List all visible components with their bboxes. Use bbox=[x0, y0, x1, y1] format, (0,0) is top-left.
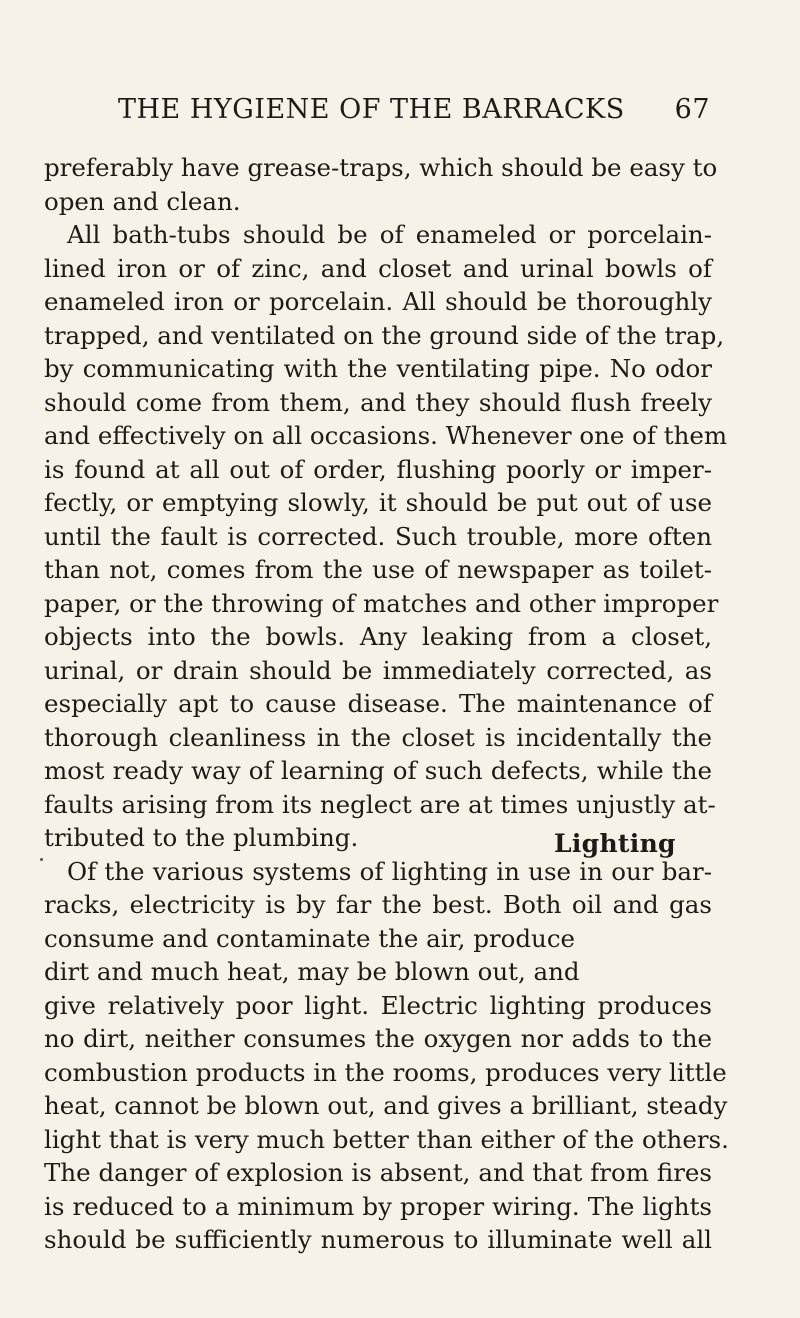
text-line: no dirt, neither consumes the oxygen nor adds to the bbox=[44, 1024, 712, 1053]
text-line: Of the various systems of lighting in use in our bar- bbox=[67, 856, 712, 886]
text-line: heat, cannot be blown out, and gives a brilliant, steady bbox=[44, 1091, 728, 1120]
text-line: than not, comes from the use of newspaper as toilet- bbox=[44, 555, 712, 584]
text-line: most ready way of learning of such defects, while the bbox=[44, 756, 712, 785]
margin-note: Lighting bbox=[554, 829, 676, 858]
text-line: urinal, or drain should be immediately corrected, as bbox=[44, 655, 712, 685]
running-title: THE HYGIENE OF THE BARRACKS bbox=[118, 94, 625, 125]
body-text bbox=[44, 151, 729, 1257]
text-line: should come from them, and they should flush freely bbox=[44, 387, 712, 417]
text-line: combustion products in the rooms, produces very little bbox=[44, 1057, 727, 1087]
text-line: racks, electricity is by far the best. Both oil and gas bbox=[44, 890, 712, 919]
text-line: lined iron or of zinc, and closet and urinal bowls of bbox=[44, 253, 712, 283]
text-line: and effectively on all occasions. Whenever one of them bbox=[44, 421, 728, 450]
text-line: is reduced to a minimum by proper wiring. The lights bbox=[44, 1191, 712, 1221]
text-line: open and clean. bbox=[44, 186, 241, 216]
text-line: is found at all out of order, flushing poorly or imper- bbox=[44, 454, 712, 484]
text-line: dirt and much heat, may be blown out, and bbox=[44, 957, 580, 986]
text-line: should be sufficiently numerous to illuminate well all bbox=[44, 1225, 712, 1254]
text-line: objects into the bowls. Any leaking from a closet, bbox=[44, 622, 712, 651]
text-line: All bath-tubs should be of enameled or porcelain- bbox=[67, 220, 712, 249]
text-line: especially apt to cause disease. The maintenance of bbox=[44, 689, 712, 718]
text-line: trapped, and ventilated on the ground side of the trap, bbox=[44, 320, 725, 350]
text-line: fectly, or emptying slowly, it should be put out of use bbox=[44, 488, 712, 517]
text-line: by communicating with the ventilating pipe. No odor bbox=[44, 354, 712, 383]
text-line: light that is very much better than either of the others. bbox=[44, 1124, 729, 1154]
text-line: give relatively poor light. Electric lighting produces bbox=[44, 990, 712, 1020]
page-number: 67 bbox=[674, 94, 710, 125]
text-line: until the fault is corrected. Such trouble, more often bbox=[44, 521, 712, 551]
text-line: consume and contaminate the air, produce bbox=[44, 923, 576, 953]
running-head bbox=[118, 94, 710, 134]
text-line: preferably have grease-traps, which should be easy to bbox=[44, 153, 718, 182]
text-line: tributed to the plumbing. bbox=[44, 823, 359, 852]
text-line: enameled iron or porcelain. All should be thoroughly bbox=[44, 287, 712, 316]
text-line: faults arising from its neglect are at times unjustly at- bbox=[44, 789, 716, 819]
text-line: thorough cleanliness in the closet is incidentally the bbox=[44, 722, 712, 752]
text-line: The danger of explosion is absent, and that from fires bbox=[44, 1158, 712, 1187]
text-line: paper, or the throwing of matches and other improper bbox=[44, 588, 719, 618]
ink-speck bbox=[40, 858, 43, 861]
